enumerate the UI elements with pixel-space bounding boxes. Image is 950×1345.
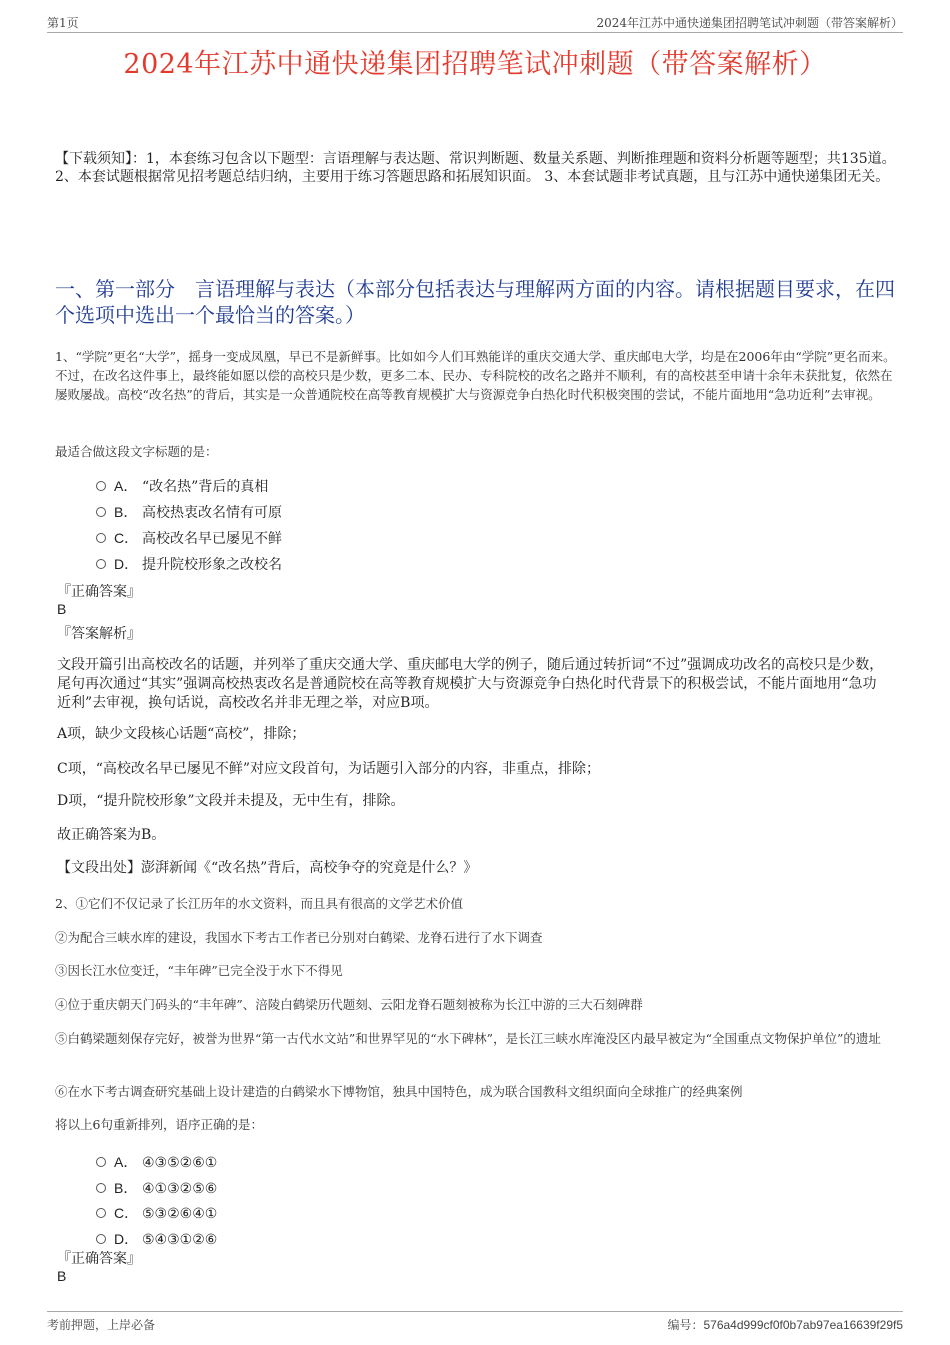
option-letter: A．	[114, 1154, 138, 1170]
q1-option-a[interactable]	[96, 475, 268, 497]
option-letter: D．	[114, 556, 139, 572]
radio-icon[interactable]	[96, 481, 106, 491]
radio-icon[interactable]	[96, 1157, 106, 1167]
q1-option-c[interactable]	[96, 527, 282, 549]
header-doc-title: 2024年江苏中通快递集团招聘笔试冲刺题（带答案解析）	[596, 16, 903, 30]
q1-source: 【文段出处】澎湃新闻《“改名热”背后，高校争夺的究竟是什么？》	[57, 860, 478, 876]
q1-analysis-a: A项，缺少文段核心话题“高校”，排除；	[57, 726, 306, 742]
footer-slogan: 考前押题，上岸必备	[47, 1318, 156, 1332]
radio-icon[interactable]	[96, 533, 106, 543]
q1-answer-label: 『正确答案』	[57, 584, 141, 600]
option-text: 高校改名早已屡见不鲜	[142, 531, 282, 547]
option-text: ⑤④③①②⑥	[142, 1232, 218, 1248]
page-header	[47, 14, 903, 33]
option-letter: C．	[114, 530, 139, 546]
section-heading: 一、第一部分 言语理解与表达（本部分包括表达与理解两方面的内容。请根据题目要求，在四个选项中选出一个最恰当的答案。）	[55, 277, 895, 327]
radio-icon[interactable]	[96, 559, 106, 569]
footer-code-value: 576a4d999cf0f0b7ab97ea16639f29f5	[703, 1318, 903, 1332]
q1-analysis-d: D项，“提升院校形象”文段并未提及，无中生有，排除。	[57, 793, 405, 809]
option-letter: B．	[114, 1180, 138, 1196]
download-notice: 【下载须知】：1，本套练习包含以下题型：言语理解与表达题、常识判断题、数量关系题、判断推理题和资料分析题等题型；共135道。 2、本套试题根据常见招考题总结归纳，主要用于练习答题思路和拓展知识面。 3、本套试题非考试真题，且与江苏中通快递集团无关。	[55, 151, 896, 185]
radio-icon[interactable]	[96, 1234, 106, 1244]
question-1-stem: 1、“学院”更名“大学”，摇身一变成凤凰，早已不是新鲜事。比如如今人们耳熟能详的重庆交通大学、重庆邮电大学，均是在2006年由“学院”更名而来。不过，在改名这件事上，最终能如愿以偿的高校只是少数，更多二本、民办、专科院校的改名之路并不顺利，有的高校甚至申请十余年未获批复，依然在屡败屡战。高校“改名热”的背后，其实是一众普通院校在高等教育规模扩大与资源竞争白热化时代积极突围的尝试，不能片面地用“急功近利”去审视。	[55, 349, 896, 402]
footer-code	[667, 1316, 903, 1333]
q2-answer: B	[57, 1268, 67, 1284]
option-text: ④①③②⑤⑥	[142, 1181, 218, 1197]
question-1-prompt: 最适合做这段文字标题的是：	[55, 444, 218, 459]
q2-option-b[interactable]	[96, 1177, 217, 1199]
q2-option-c[interactable]	[96, 1202, 217, 1224]
q1-analysis-c: C项，“高校改名早已屡见不鲜”对应文段首句，为话题引入部分的内容，非重点，排除；	[57, 761, 601, 777]
option-text: ④③⑤②⑥①	[142, 1155, 218, 1171]
option-letter: C．	[114, 1205, 139, 1221]
q2-option-a[interactable]	[96, 1151, 217, 1173]
option-letter: B．	[114, 504, 138, 520]
page-title: 2024年江苏中通快递集团招聘笔试冲刺题（带答案解析）	[123, 49, 827, 80]
q2-sentence-6: ⑥在水下考古调查研究基础上设计建造的白鹤梁水下博物馆，独具中国特色，成为联合国教科文组织面向全球推广的经典案例	[55, 1084, 743, 1099]
q2-sentence-5: ⑤白鹤梁题刻保存完好，被誉为世界“第一古代水文站”和世界罕见的“水下碑林”，是长江三峡水库淹没区内最早被定为“全国重点文物保护单位”的遗址	[55, 1031, 881, 1046]
option-text: “改名热”背后的真相	[142, 479, 269, 495]
q2-sentence-1: 2、①它们不仅记录了长江历年的水文资料，而且具有很高的文学艺术价值	[55, 896, 463, 911]
radio-icon[interactable]	[96, 507, 106, 517]
q2-prompt: 将以上6句重新排列，语序正确的是：	[55, 1117, 263, 1132]
q2-answer-label: 『正确答案』	[57, 1251, 141, 1267]
q1-option-b[interactable]	[96, 501, 282, 523]
q2-option-d[interactable]	[96, 1228, 217, 1250]
q1-analysis-label: 『答案解析』	[57, 626, 141, 642]
option-letter: A．	[114, 478, 138, 494]
q1-answer: B	[57, 601, 67, 617]
radio-icon[interactable]	[96, 1183, 106, 1193]
radio-icon[interactable]	[96, 1208, 106, 1218]
q1-analysis-main: 文段开篇引出高校改名的话题，并列举了重庆交通大学、重庆邮电大学的例子，随后通过转折词“不过”强调成功改名的高校只是少数，尾句再次通过“其实”强调高校热衷改名是普通院校在高等教育规模扩大与资源竞争白热化时代背景下的积极尝试，不能片面地用“急功近利”去审视，换句话说，高校改名并非无理之举，对应B项。	[57, 657, 884, 711]
q2-sentence-4: ④位于重庆朝天门码头的“丰年碑”、涪陵白鹤梁历代题刻、云阳龙脊石题刻被称为长江中游的三大石刻碑群	[55, 997, 643, 1012]
q1-analysis-conclusion: 故正确答案为B。	[57, 827, 166, 843]
option-letter: D．	[114, 1231, 139, 1247]
option-text: ⑤③②⑥④①	[142, 1206, 218, 1222]
q1-option-d[interactable]	[96, 553, 282, 575]
page-footer	[47, 1311, 903, 1330]
q2-sentence-2: ②为配合三峡水库的建设，我国水下考古工作者已分别对白鹤梁、龙脊石进行了水下调查	[55, 930, 543, 945]
footer-code-label: 编号：	[667, 1318, 704, 1332]
page-number: 第1页	[47, 16, 79, 30]
q2-sentence-3: ③因长江水位变迁，“丰年碑”已完全没于水下不得见	[55, 963, 343, 978]
option-text: 提升院校形象之改校名	[142, 557, 282, 573]
option-text: 高校热衷改名情有可原	[142, 505, 282, 521]
